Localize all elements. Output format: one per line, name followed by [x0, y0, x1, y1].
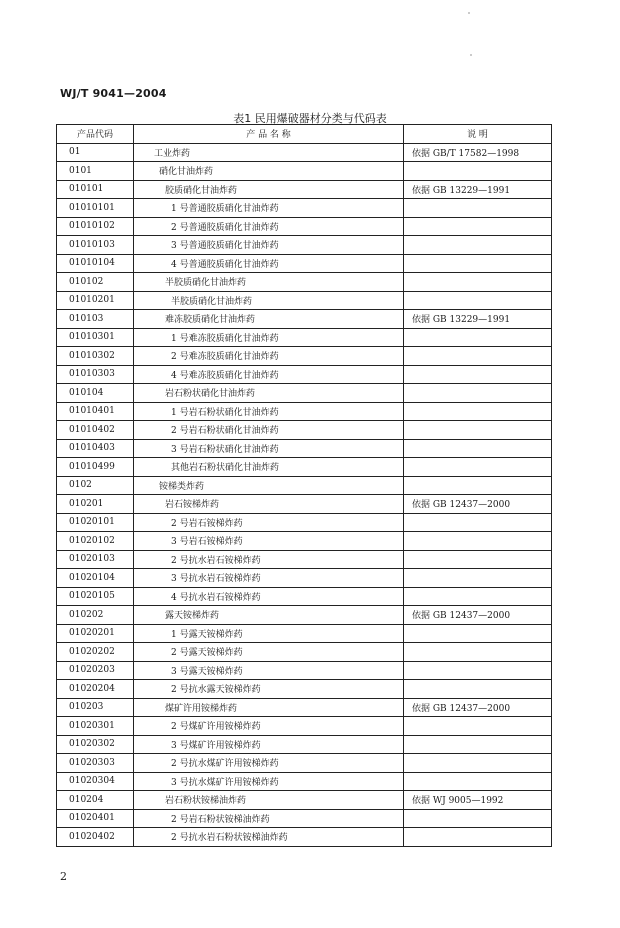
table-title: 表1 民用爆破器材分类与代码表 — [233, 112, 387, 125]
product-name-cell: 3 号煤矿许用铵梯炸药 — [134, 735, 404, 754]
product-name-cell: 3 号抗水岩石铵梯炸药 — [134, 569, 404, 588]
product-code-cell: 01020104 — [57, 569, 134, 588]
product-name-cell: 2 号抗水岩石粉状铵梯油炸药 — [134, 828, 404, 847]
table-row — [57, 791, 552, 810]
table-row — [57, 162, 552, 181]
table-header-row — [57, 125, 552, 144]
table-row — [57, 254, 552, 273]
note-cell — [404, 291, 552, 310]
product-code-cell: 01020204 — [57, 680, 134, 699]
note-cell — [404, 476, 552, 495]
product-code-cell: 01010303 — [57, 365, 134, 384]
product-code-cell: 01020301 — [57, 717, 134, 736]
product-name-cell: 半胶质硝化甘油炸药 — [134, 291, 404, 310]
note-cell — [404, 717, 552, 736]
product-code-cell: 010204 — [57, 791, 134, 810]
product-name-cell: 2 号抗水岩石铵梯炸药 — [134, 550, 404, 569]
table-row — [57, 236, 552, 255]
product-name-cell: 3 号岩石铵梯炸药 — [134, 532, 404, 551]
table-row — [57, 199, 552, 218]
product-code-cell: 01020203 — [57, 661, 134, 680]
table-row — [57, 661, 552, 680]
note-cell — [404, 439, 552, 458]
note-cell: 依据 GB 12437—2000 — [404, 698, 552, 717]
table-row — [57, 291, 552, 310]
note-cell — [404, 680, 552, 699]
table-row — [57, 273, 552, 292]
table-row — [57, 458, 552, 477]
table-row — [57, 587, 552, 606]
table-row — [57, 772, 552, 791]
note-cell: 依据 GB/T 17582—1998 — [404, 143, 552, 162]
product-name-cell: 胶质硝化甘油炸药 — [134, 180, 404, 199]
product-code-cell: 0102 — [57, 476, 134, 495]
product-name-cell: 硝化甘油炸药 — [134, 162, 404, 181]
note-cell — [404, 809, 552, 828]
product-code-cell: 01020102 — [57, 532, 134, 551]
product-code-cell: 010202 — [57, 606, 134, 625]
product-code-cell: 01010402 — [57, 421, 134, 440]
product-name-cell: 岩石粉状硝化甘油炸药 — [134, 384, 404, 403]
table-row — [57, 550, 552, 569]
product-code-cell: 01010201 — [57, 291, 134, 310]
product-code-cell: 01020101 — [57, 513, 134, 532]
product-code-cell: 01010401 — [57, 402, 134, 421]
note-cell — [404, 162, 552, 181]
note-cell — [404, 624, 552, 643]
product-code-cell: 01010101 — [57, 199, 134, 218]
table-row — [57, 569, 552, 588]
product-name-cell: 2 号煤矿许用铵梯炸药 — [134, 717, 404, 736]
note-cell — [404, 365, 552, 384]
note-cell — [404, 347, 552, 366]
product-code-cell: 01010103 — [57, 236, 134, 255]
product-name-cell: 岩石粉状铵梯油炸药 — [134, 791, 404, 810]
note-cell — [404, 217, 552, 236]
table-row — [57, 680, 552, 699]
note-cell — [404, 643, 552, 662]
product-name-cell: 岩石铵梯炸药 — [134, 495, 404, 514]
standard-code: WJ/T 9041—2004 — [60, 87, 167, 100]
note-cell — [404, 772, 552, 791]
note-cell — [404, 402, 552, 421]
table-row — [57, 402, 552, 421]
header-code: 产品代码 — [57, 125, 134, 144]
note-cell: 依据 GB 13229—1991 — [404, 310, 552, 329]
product-name-cell: 半胶质硝化甘油炸药 — [134, 273, 404, 292]
table-row — [57, 495, 552, 514]
table-row — [57, 624, 552, 643]
product-name-cell: 4 号普通胶质硝化甘油炸药 — [134, 254, 404, 273]
table-row — [57, 217, 552, 236]
product-name-cell: 2 号抗水露天铵梯炸药 — [134, 680, 404, 699]
product-code-cell: 010103 — [57, 310, 134, 329]
page-number: 2 — [60, 870, 67, 883]
note-cell: 依据 GB 13229—1991 — [404, 180, 552, 199]
product-name-cell: 2 号抗水煤矿许用铵梯炸药 — [134, 754, 404, 773]
product-code-cell: 010201 — [57, 495, 134, 514]
note-cell — [404, 735, 552, 754]
table-row — [57, 421, 552, 440]
note-cell — [404, 532, 552, 551]
table-row — [57, 513, 552, 532]
product-code-cell: 01010102 — [57, 217, 134, 236]
table-row — [57, 328, 552, 347]
product-code-cell: 01020103 — [57, 550, 134, 569]
scan-speck — [470, 54, 472, 56]
note-cell — [404, 421, 552, 440]
product-name-cell: 煤矿许用铵梯炸药 — [134, 698, 404, 717]
product-code-cell: 01020401 — [57, 809, 134, 828]
product-code-cell: 01010499 — [57, 458, 134, 477]
product-code-cell: 01010403 — [57, 439, 134, 458]
table-row — [57, 828, 552, 847]
note-cell — [404, 328, 552, 347]
product-name-cell: 2 号岩石铵梯炸药 — [134, 513, 404, 532]
product-code-cell: 01020105 — [57, 587, 134, 606]
note-cell — [404, 254, 552, 273]
note-cell — [404, 236, 552, 255]
note-cell: 依据 GB 12437—2000 — [404, 495, 552, 514]
product-code-cell: 010101 — [57, 180, 134, 199]
product-name-cell: 1 号露天铵梯炸药 — [134, 624, 404, 643]
note-cell — [404, 199, 552, 218]
product-code-cell: 01020201 — [57, 624, 134, 643]
product-code-cell: 01 — [57, 143, 134, 162]
product-name-cell: 4 号难冻胶质硝化甘油炸药 — [134, 365, 404, 384]
note-cell — [404, 513, 552, 532]
header-note: 说 明 — [404, 125, 552, 144]
table-row — [57, 717, 552, 736]
table-row — [57, 310, 552, 329]
table-row — [57, 180, 552, 199]
product-name-cell: 4 号抗水岩石铵梯炸药 — [134, 587, 404, 606]
table-row — [57, 439, 552, 458]
table-row — [57, 606, 552, 625]
table-row — [57, 735, 552, 754]
note-cell — [404, 754, 552, 773]
product-code-cell: 01010302 — [57, 347, 134, 366]
product-code-cell: 010102 — [57, 273, 134, 292]
note-cell — [404, 458, 552, 477]
product-name-cell: 1 号岩石粉状硝化甘油炸药 — [134, 402, 404, 421]
note-cell: 依据 GB 12437—2000 — [404, 606, 552, 625]
product-code-cell: 01020302 — [57, 735, 134, 754]
note-cell — [404, 273, 552, 292]
note-cell — [404, 550, 552, 569]
table-row — [57, 476, 552, 495]
product-code-cell: 01020402 — [57, 828, 134, 847]
table-row — [57, 698, 552, 717]
product-name-cell: 3 号抗水煤矿许用铵梯炸药 — [134, 772, 404, 791]
product-name-cell: 1 号难冻胶质硝化甘油炸药 — [134, 328, 404, 347]
product-code-cell: 01020202 — [57, 643, 134, 662]
table-row — [57, 365, 552, 384]
note-cell: 依据 WJ 9005—1992 — [404, 791, 552, 810]
product-code-cell: 01010104 — [57, 254, 134, 273]
product-name-cell: 2 号露天铵梯炸药 — [134, 643, 404, 662]
table-row — [57, 532, 552, 551]
product-code-cell: 0101 — [57, 162, 134, 181]
table-body — [57, 143, 552, 846]
scan-speck — [468, 12, 470, 14]
note-cell — [404, 587, 552, 606]
product-name-cell: 2 号岩石粉状硝化甘油炸药 — [134, 421, 404, 440]
product-name-cell: 露天铵梯炸药 — [134, 606, 404, 625]
table-row — [57, 143, 552, 162]
product-name-cell: 3 号岩石粉状硝化甘油炸药 — [134, 439, 404, 458]
product-code-cell: 010104 — [57, 384, 134, 403]
product-code-cell: 01020304 — [57, 772, 134, 791]
product-name-cell: 1 号普通胶质硝化甘油炸药 — [134, 199, 404, 218]
note-cell — [404, 661, 552, 680]
product-name-cell: 3 号露天铵梯炸药 — [134, 661, 404, 680]
product-name-cell: 2 号普通胶质硝化甘油炸药 — [134, 217, 404, 236]
product-name-cell: 3 号普通胶质硝化甘油炸药 — [134, 236, 404, 255]
product-code-cell: 010203 — [57, 698, 134, 717]
table-row — [57, 384, 552, 403]
header-name: 产 品 名 称 — [134, 125, 404, 144]
product-name-cell: 工业炸药 — [134, 143, 404, 162]
product-code-cell: 01010301 — [57, 328, 134, 347]
product-name-cell: 2 号岩石粉状铵梯油炸药 — [134, 809, 404, 828]
note-cell — [404, 569, 552, 588]
note-cell — [404, 384, 552, 403]
product-name-cell: 其他岩石粉状硝化甘油炸药 — [134, 458, 404, 477]
table-row — [57, 643, 552, 662]
product-code-cell: 01020303 — [57, 754, 134, 773]
product-name-cell: 铵梯类炸药 — [134, 476, 404, 495]
classification-table — [56, 124, 552, 847]
table-row — [57, 809, 552, 828]
product-name-cell: 难冻胶质硝化甘油炸药 — [134, 310, 404, 329]
table-row — [57, 347, 552, 366]
note-cell — [404, 828, 552, 847]
product-name-cell: 2 号难冻胶质硝化甘油炸药 — [134, 347, 404, 366]
table-row — [57, 754, 552, 773]
